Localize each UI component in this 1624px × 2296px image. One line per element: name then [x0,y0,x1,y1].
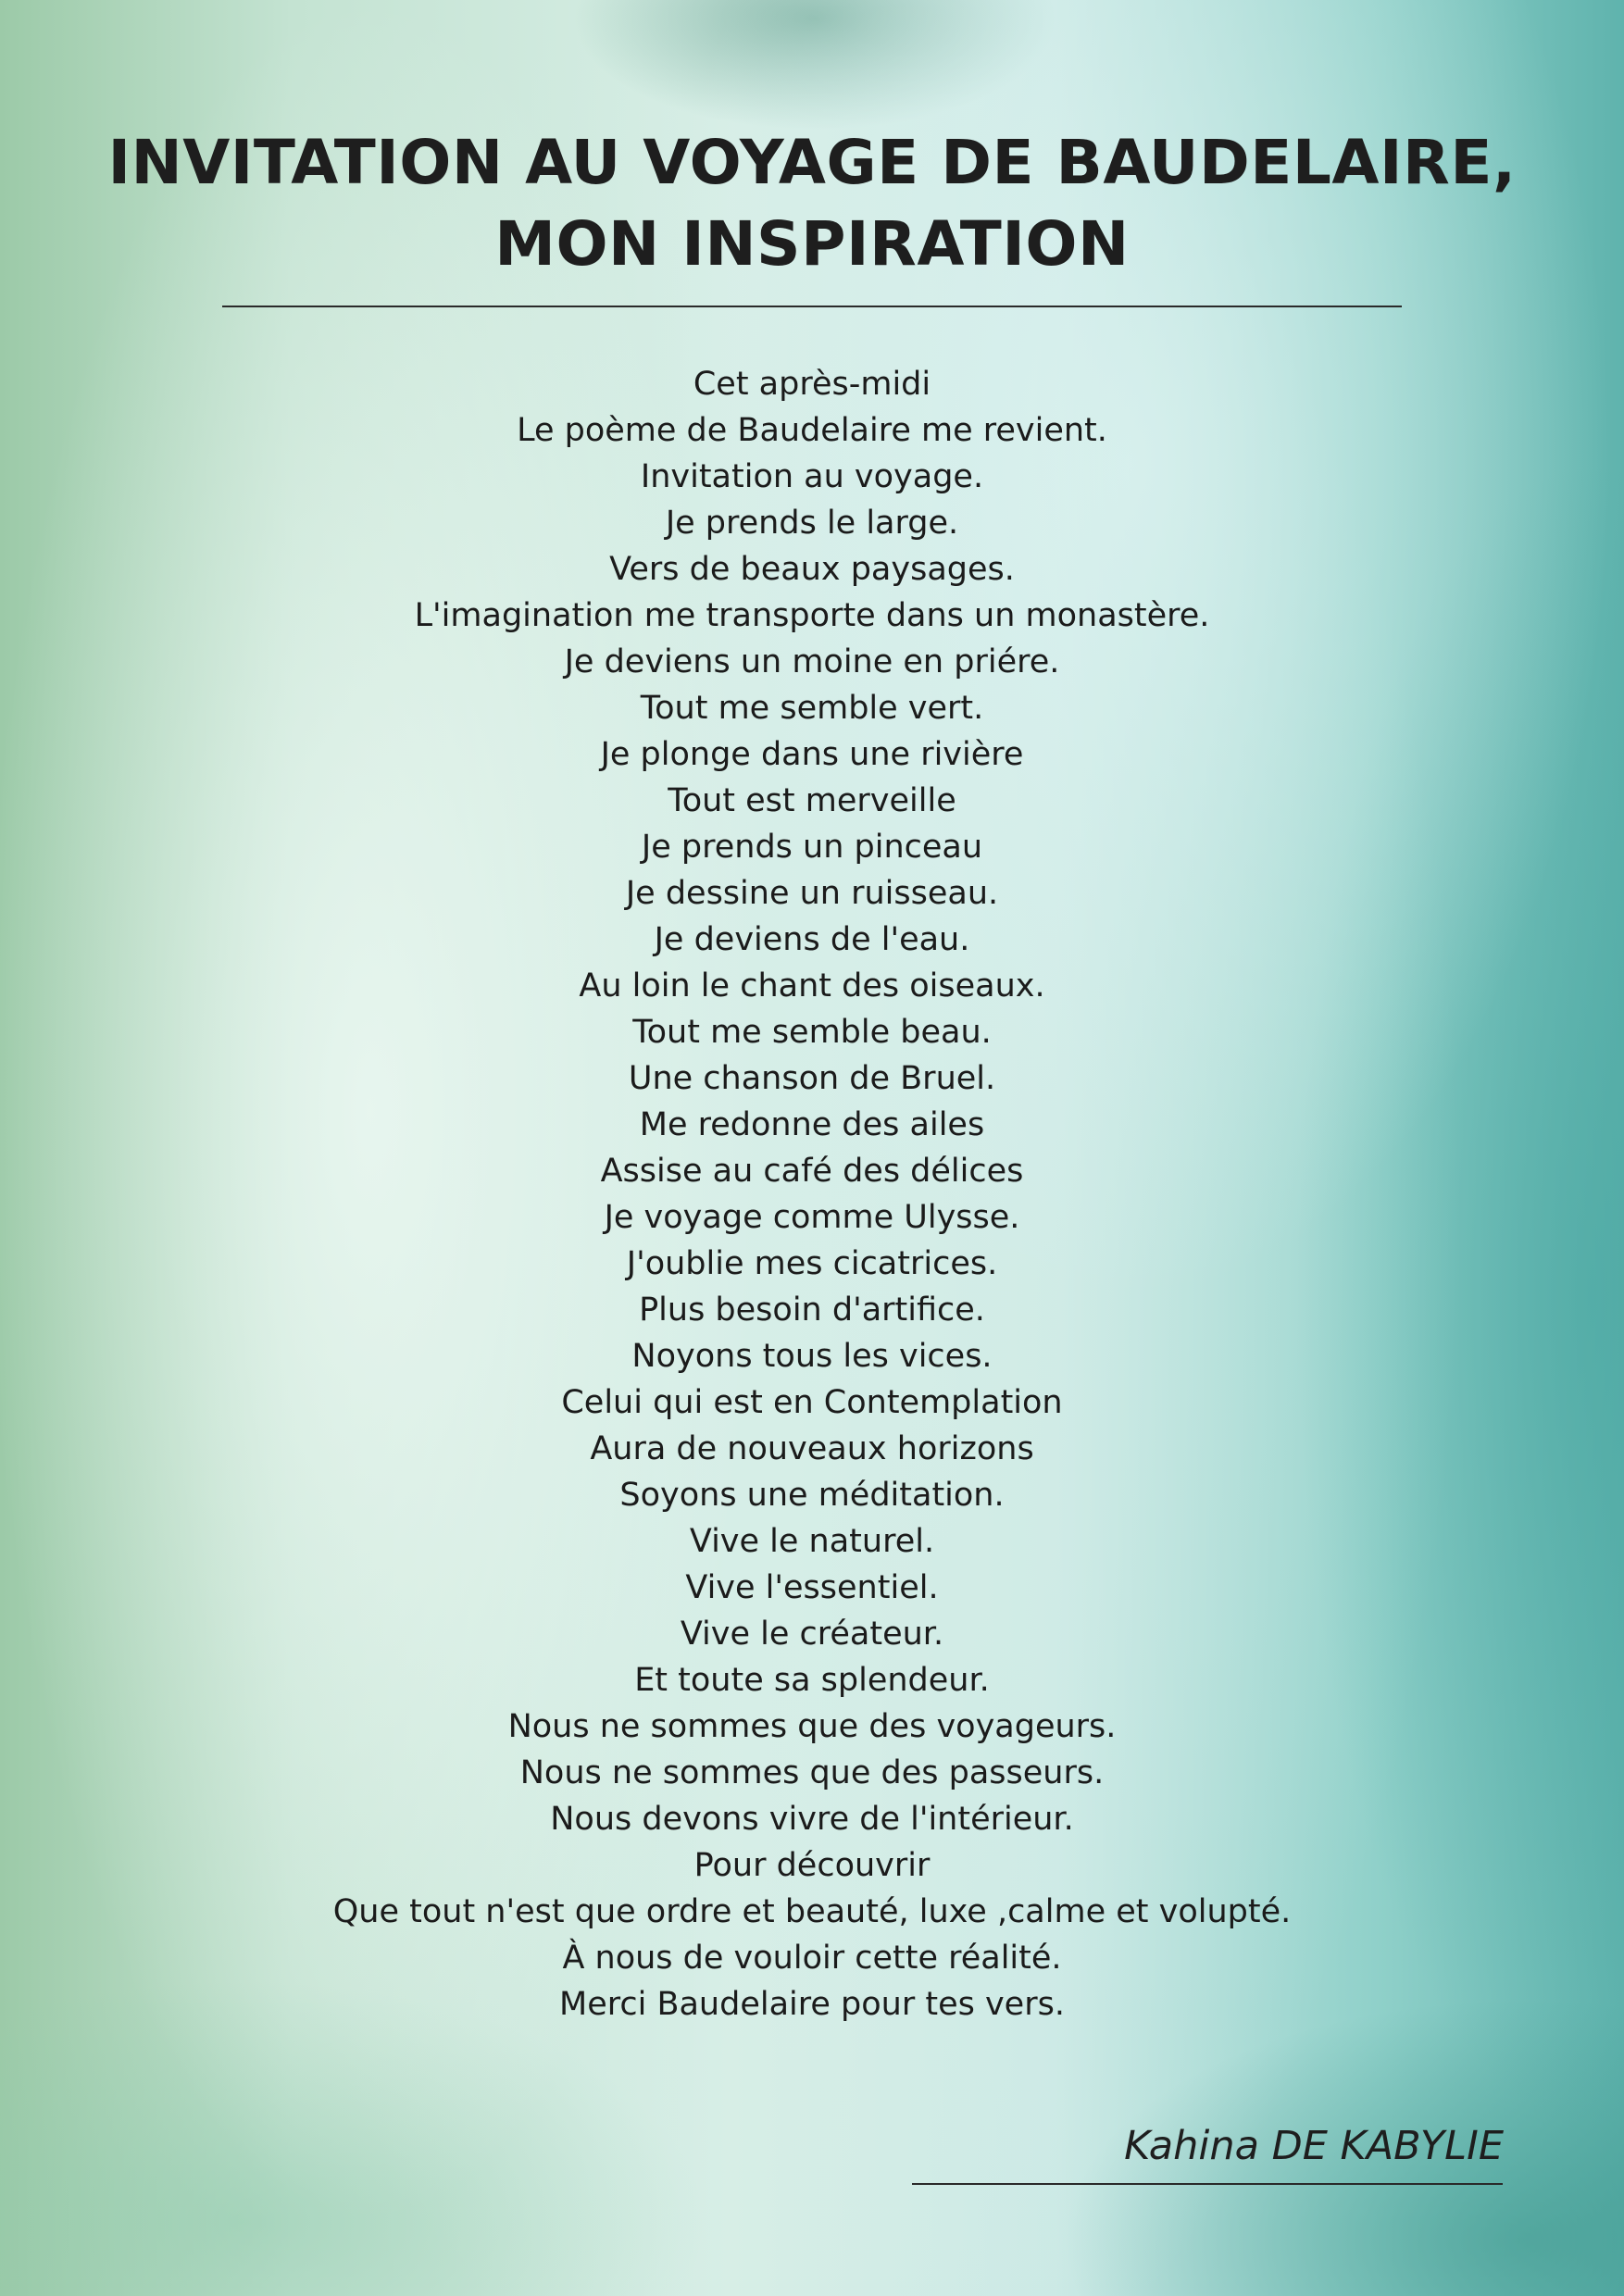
poem-body [0,361,1624,2028]
title-line-2: MON INSPIRATION [494,208,1130,280]
title-divider [222,306,1402,307]
poem-line: Merci Baudelaire pour tes vers. [559,1986,1065,2023]
poem-line: Le poème de Baudelaire me revient. [517,412,1107,449]
poem-line: Nous devons vivre de l'intérieur. [550,1801,1074,1838]
poem-line: Vive le créateur. [680,1616,944,1653]
poem-line: Pour découvrir [693,1847,931,1884]
poem-line: Tout me semble beau. [632,1014,992,1051]
poem-line: Je plonge dans une rivière [600,736,1024,773]
poem-line: Je dessine un ruisseau. [625,875,999,912]
poem-line: J'oublie mes cicatrices. [626,1245,998,1282]
poem-line: Cet après-midi [693,366,931,403]
poem-line: Soyons une méditation. [619,1477,1005,1514]
poem-line: Que tout n'est que ordre et beauté, luxe ,calme et volupté. [332,1893,1292,1930]
poem-line: À nous de vouloir cette réalité. [562,1940,1062,1977]
poem-line: Aura de nouveaux horizons [590,1430,1034,1467]
poem-line: Et toute sa splendeur. [634,1662,990,1699]
poem-line: Tout me semble vert. [640,690,984,727]
poem-line: Je voyage comme Ulysse. [604,1199,1020,1236]
signature-divider [912,2183,1503,2185]
poem-line: Je prends le large. [665,505,959,542]
poem-line: Je deviens un moine en priére. [564,643,1060,680]
poem-line: Je deviens de l'eau. [654,921,970,958]
poem-line: Vers de beaux paysages. [609,551,1015,588]
poem-line: Invitation au voyage. [640,458,984,495]
poem-line: Me redonne des ailes [639,1106,985,1143]
author-signature: Kahina DE KABYLIE [1124,2123,1504,2169]
poem-line: Tout est merveille [668,782,956,819]
poem-line: Nous ne sommes que des voyageurs. [507,1708,1117,1745]
poem-line: Je prends un pinceau [641,829,983,866]
poem-line: Noyons tous les vices. [631,1338,993,1375]
poem-line: Vive le naturel. [689,1523,935,1560]
page-title [0,122,1624,285]
poem-line: L'imagination me transporte dans un monastère. [414,597,1210,634]
poem-line: Une chanson de Bruel. [628,1060,996,1097]
title-line-1: INVITATION AU VOYAGE DE BAUDELAIRE, [107,127,1517,198]
poem-line: Celui qui est en Contemplation [561,1384,1063,1421]
poem-line: Nous ne sommes que des passeurs. [519,1754,1105,1791]
poem-line: Plus besoin d'artifice. [639,1292,985,1329]
poem-line: Au loin le chant des oiseaux. [579,967,1045,1004]
poem-line: Vive l'essentiel. [685,1569,939,1606]
poem-line: Assise au café des délices [600,1153,1024,1190]
